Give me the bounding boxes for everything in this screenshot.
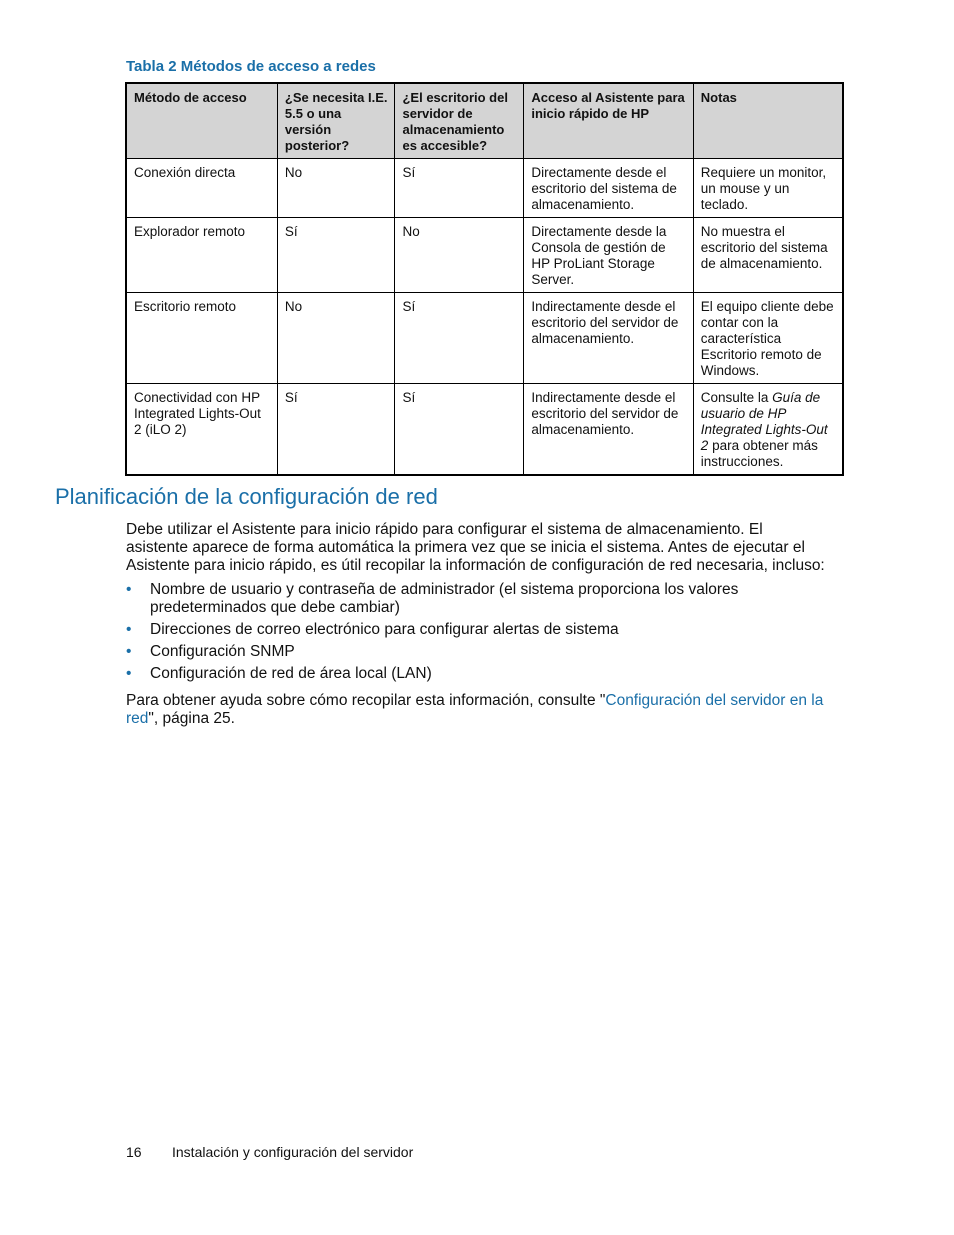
config-server-link[interactable]: Configuración del servidor en la red (126, 692, 824, 727)
table-cell: Conectividad con HP Integrated Lights-Out 2 (iLO 2) (126, 384, 277, 476)
note-prefix: Consulte la (700, 390, 773, 405)
list-item (126, 621, 806, 639)
list-item-text: Configuración SNMP (150, 643, 295, 660)
list-item-text: Direcciones de correo electrónico para configurar alertas de sistema (150, 621, 619, 638)
table-row (126, 384, 843, 476)
header-cell-wizard-access: Acceso al Asistente para inicio rápido de HP (524, 83, 693, 159)
table-row (126, 293, 843, 384)
section-title: Planificación de la configuración de red (55, 484, 438, 509)
list-item (126, 665, 806, 683)
table-cell: Indirectamente desde el escritorio del servidor de almacenamiento. (524, 384, 693, 476)
page-number: 16 (126, 1144, 142, 1160)
header-cell-notes: Notas (693, 83, 843, 159)
table-cell: No (277, 293, 395, 384)
header-cell-desktop: ¿El escritorio del servidor de almacenamiento es accesible? (395, 83, 524, 159)
bullet-icon: • (126, 643, 132, 660)
bullet-icon: • (126, 621, 132, 638)
table-cell: No muestra el escritorio del sistema de almacenamiento. (693, 218, 843, 293)
table-cell: No (277, 159, 395, 218)
table-row (126, 218, 843, 293)
table-cell: Sí (395, 384, 524, 476)
table-header-row (126, 83, 843, 159)
network-access-table (125, 82, 844, 476)
page-footer (126, 1144, 413, 1160)
intro-paragraph: Debe utilizar el Asistente para inicio rápido para configurar el sistema de almacenamiento. El asistente aparece de forma automática la primera vez que se inicia el sistema. Antes de ejecutar el Asistente para inicio rápido, es útil recopilar la información de configuración de red necesaria, incluso: (126, 521, 825, 574)
table-cell: Requiere un monitor, un mouse y un teclado. (693, 159, 843, 218)
requirements-list (126, 581, 806, 687)
table-cell: Directamente desde la Consola de gestión de HP ProLiant Storage Server. (524, 218, 693, 293)
table-cell: El equipo cliente debe contar con la característica Escritorio remoto de Windows. (693, 293, 843, 384)
help-prefix: Para obtener ayuda sobre cómo recopilar esta información, consulte " (126, 692, 606, 709)
table-cell: Escritorio remoto (126, 293, 277, 384)
footer-title: Instalación y configuración del servidor (172, 1144, 414, 1160)
list-item-text: Nombre de usuario y contraseña de administrador (el sistema proporciona los valores predeterminados que debe cambiar) (150, 581, 739, 616)
header-cell-ie: ¿Se necesita I.E. 5.5 o una versión posterior? (277, 83, 395, 159)
table-cell: Indirectamente desde el escritorio del servidor de almacenamiento. (524, 293, 693, 384)
table-cell-note (693, 384, 843, 476)
table-cell: No (395, 218, 524, 293)
table-cell: Directamente desde el escritorio del sistema de almacenamiento. (524, 159, 693, 218)
header-cell-method: Método de acceso (126, 83, 277, 159)
table-cell: Conexión directa (126, 159, 277, 218)
bullet-icon: • (126, 581, 132, 598)
note-suffix: para obtener más instrucciones. (700, 438, 818, 469)
bullet-icon: • (126, 665, 132, 682)
list-item (126, 581, 806, 617)
note-guide-title: Guía de usuario de HP Integrated Lights-Out 2 (700, 390, 828, 453)
list-item-text: Configuración de red de área local (LAN) (150, 665, 432, 682)
table-cell: Sí (277, 218, 395, 293)
help-paragraph (126, 692, 826, 728)
table-cell: Sí (395, 159, 524, 218)
table-row (126, 159, 843, 218)
table-cell: Explorador remoto (126, 218, 277, 293)
table-caption: Tabla 2 Métodos de acceso a redes (126, 58, 376, 75)
table-cell: Sí (395, 293, 524, 384)
list-item (126, 643, 806, 661)
table-cell: Sí (277, 384, 395, 476)
help-suffix: ", página 25. (148, 710, 235, 727)
